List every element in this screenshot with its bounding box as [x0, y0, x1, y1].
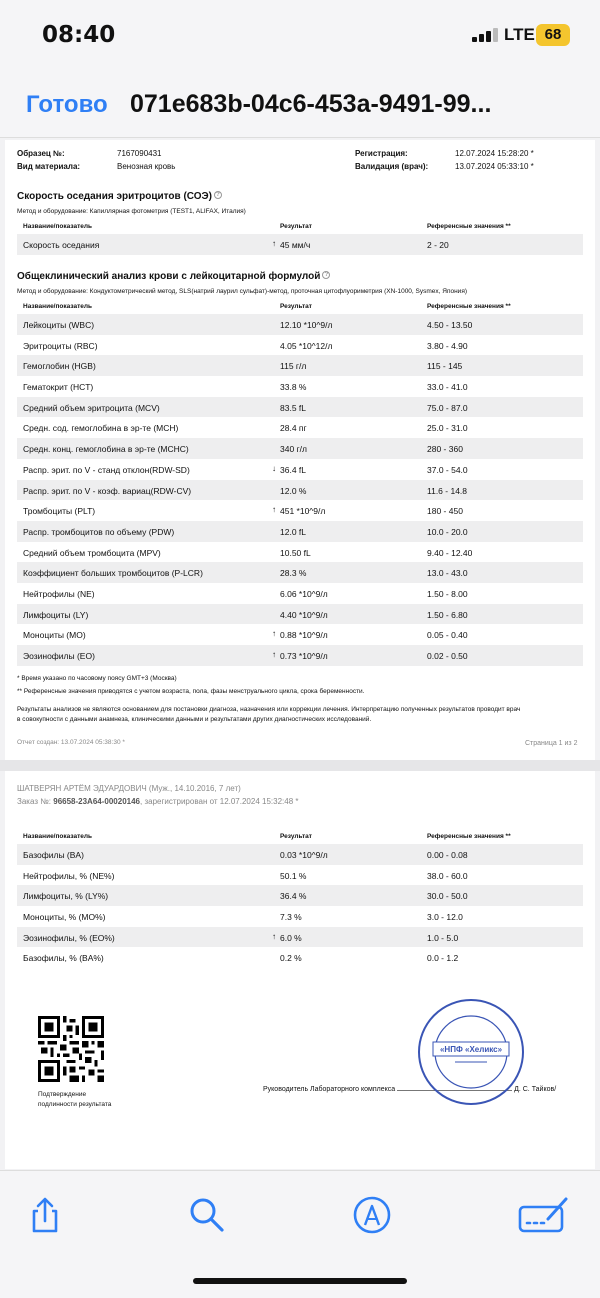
info-icon: ?	[214, 191, 222, 199]
patient-info: ШАТВЕРЯН АРТЁМ ЭДУАРДОВИЧ (Муж., 14.10.2016, 7 лет)	[17, 784, 241, 793]
col-ref-header: Референсные значения **	[427, 303, 511, 310]
cell-result: 36.4 %	[280, 891, 307, 902]
cell-result: 340 г/л	[280, 444, 307, 455]
cell-result: 451 *10^9/л	[280, 506, 326, 517]
cell-name: Лейкоциты (WBC)	[23, 320, 95, 330]
cell-name: Нейтрофилы (NE)	[23, 588, 95, 599]
sample-label: Образец №:	[17, 149, 65, 158]
cell-name: Средний объем тромбоцита (MPV)	[23, 547, 161, 558]
cell-ref: 38.0 - 60.0	[427, 870, 468, 881]
table-row	[17, 542, 583, 563]
cell-result: 7.3 %	[280, 912, 302, 923]
cell-ref: 0.02 - 0.50	[427, 651, 468, 661]
battery-icon: 68	[536, 24, 570, 46]
table-header	[17, 220, 583, 234]
cell-ref: 280 - 360	[427, 444, 463, 455]
cell-result: 12.0 fL	[280, 526, 306, 537]
cbc-table	[17, 300, 583, 666]
qr-caption-line-2: подлинности результата	[38, 1101, 112, 1108]
disclaimer-line-2: в совокупности с данными анамнеза, клиническими данными и результатами других диагностических исследований.	[17, 716, 372, 723]
cell-result: 45 мм/ч	[280, 240, 311, 250]
cell-ref: 11.6 - 14.8	[427, 485, 468, 496]
esr-section-title: Скорость оседания эритроцитов (СОЭ) ?	[17, 191, 222, 202]
table-row	[17, 947, 583, 968]
markup-icon[interactable]	[352, 1195, 392, 1235]
svg-text:«НПФ «Хеликс»: «НПФ «Хеликс»	[439, 1045, 503, 1054]
cell-ref: 180 - 450	[427, 506, 463, 517]
cell-name: Эритроциты (RBC)	[23, 340, 98, 351]
cell-name: Гемоглобин (HGB)	[23, 361, 96, 372]
signature-label: Руководитель Лабораторного комплекса Д. С. Тайков/	[263, 1086, 557, 1093]
cell-result: 28.4 пг	[280, 423, 307, 434]
cell-ref: 13.0 - 43.0	[427, 568, 468, 579]
cell-name: Средн. сод. гемоглобина в эр-те (MCH)	[23, 423, 179, 434]
cell-result: 33.8 %	[280, 382, 307, 393]
table-row	[17, 500, 583, 521]
cell-name: Скорость оседания	[23, 240, 100, 250]
cell-result: 4.05 *10^12/л	[280, 340, 333, 351]
table-row	[17, 480, 583, 501]
table-row	[17, 314, 583, 335]
cell-result: 28.3 %	[280, 568, 307, 579]
cell-ref: 4.50 - 13.50	[427, 320, 473, 330]
cell-ref: 0.05 - 0.40	[427, 630, 468, 641]
cell-result: 10.50 fL	[280, 547, 311, 558]
signal-icon	[472, 28, 498, 42]
registration-label: Регистрация:	[355, 149, 408, 158]
col-name-header: Название/показатель	[23, 833, 93, 840]
cell-name: Эозинофилы (EO)	[23, 651, 95, 661]
col-name-header: Название/показатель	[23, 223, 93, 230]
document-title: 071e683b-04c6-453a-9491-99...	[130, 90, 492, 118]
report-created: Отчет создан: 13.07.2024 05:38:30 *	[17, 739, 125, 746]
page-separator	[0, 760, 600, 771]
disclaimer-line-1: Результаты анализов не являются основанием для постановки диагноза, назначения или коррекции лечения. Интерпретацию полученных результатов проводит врач	[17, 706, 521, 713]
table-row	[17, 234, 583, 255]
cell-result: 0.73 *10^9/л	[280, 651, 328, 661]
table-row	[17, 844, 583, 865]
order-number: 96658-23А64-00020146	[53, 797, 140, 806]
search-icon[interactable]	[186, 1195, 226, 1235]
table-row	[17, 624, 583, 645]
table-row	[17, 645, 583, 666]
cell-ref: 33.0 - 41.0	[427, 382, 468, 393]
cbc-section-title: Общеклинический анализ крови с лейкоцитарной формулой ?	[17, 271, 330, 282]
cell-ref: 30.0 - 50.0	[427, 891, 468, 902]
cell-name: Моноциты, % (MO%)	[23, 912, 106, 923]
cell-name: Базофилы, % (BA%)	[23, 953, 104, 964]
cell-name: Распр. тромбоцитов по объему (PDW)	[23, 526, 175, 537]
cell-name: Коэффициент больших тромбоцитов (P-LCR)	[23, 568, 203, 579]
registration-value: 12.07.2024 15:28:20 *	[455, 149, 534, 158]
cell-ref: 10.0 - 20.0	[427, 526, 468, 537]
cell-result: 115 г/л	[280, 361, 307, 372]
cell-ref: 1.50 - 6.80	[427, 609, 468, 620]
table-row	[17, 927, 583, 948]
cell-result: 36.4 fL	[280, 464, 306, 475]
cell-ref: 0.0 - 1.2	[427, 953, 459, 964]
table-row	[17, 438, 583, 459]
cell-name: Нейтрофилы, % (NE%)	[23, 870, 115, 881]
info-icon: ?	[322, 271, 330, 279]
document-page-1	[5, 140, 595, 760]
table-row	[17, 459, 583, 480]
validation-label: Валидация (врач):	[355, 162, 429, 171]
cell-name: Эозинофилы, % (EO%)	[23, 932, 115, 943]
share-icon[interactable]	[25, 1195, 65, 1235]
cell-result: 0.2 %	[280, 953, 302, 964]
cell-ref: 9.40 - 12.40	[427, 547, 473, 558]
cell-ref: 1.50 - 8.00	[427, 588, 468, 599]
cell-name: Распр. эрит. по V - станд отклон(RDW-SD)	[23, 464, 190, 475]
cell-name: Лимфоциты (LY)	[23, 609, 89, 620]
document-page-2	[5, 771, 595, 1169]
cell-ref: 1.0 - 5.0	[427, 932, 459, 943]
table-row	[17, 521, 583, 542]
cell-ref: 3.80 - 4.90	[427, 340, 468, 351]
cell-result: 12.0 %	[280, 485, 307, 496]
cell-result: 83.5 fL	[280, 402, 306, 413]
table-row	[17, 397, 583, 418]
cell-result: 50.1 %	[280, 870, 307, 881]
arrow-up-icon: ↑	[272, 650, 276, 659]
results-table-continued	[17, 830, 583, 968]
cell-ref: 0.00 - 0.08	[427, 850, 468, 860]
col-name-header: Название/показатель	[23, 303, 93, 310]
arrow-up-icon: ↑	[272, 629, 276, 639]
network-label: LTE	[504, 25, 535, 44]
cell-ref: 75.0 - 87.0	[427, 402, 468, 413]
table-header	[17, 300, 583, 314]
cell-name: Средний объем эритроцита (MCV)	[23, 402, 160, 413]
status-bar	[0, 0, 600, 72]
col-ref-header: Референсные значения **	[427, 833, 511, 840]
cell-name: Базофилы (BA)	[23, 850, 84, 860]
table-row	[17, 604, 583, 625]
esr-table	[17, 220, 583, 255]
table-row	[17, 865, 583, 886]
cell-ref: 2 - 20	[427, 240, 449, 250]
cell-result: 6.0 %	[280, 932, 302, 943]
cbc-method: Метод и оборудование: Кондуктометрический метод, SLS(натрий лаурил сульфат)-метод, проточная цитофлуориметрия (XN-1000, Sysmex, Япония)	[17, 288, 467, 295]
cell-ref: 3.0 - 12.0	[427, 912, 463, 923]
footnote-1: * Время указано по часовому поясу GMT+3 (Москва)	[17, 675, 177, 682]
cell-result: 4.40 *10^9/л	[280, 609, 328, 620]
table-header	[17, 830, 583, 844]
col-result-header: Результат	[280, 303, 312, 310]
cell-result: 12.10 *10^9/л	[280, 320, 333, 330]
table-row	[17, 335, 583, 356]
arrow-down-icon: ↓	[272, 463, 276, 473]
cell-name: Распр. эрит. по V - коэф. вариац(RDW-CV)	[23, 485, 192, 496]
table-row	[17, 583, 583, 604]
esr-method: Метод и оборудование: Капиллярная фотометрия (TEST1, ALIFAX, Италия)	[17, 208, 246, 215]
seal-stamp	[415, 996, 527, 1108]
col-result-header: Результат	[280, 833, 312, 840]
table-row	[17, 417, 583, 438]
order-info: Заказ №: 96658-23А64-00020146, зарегистрирован от 12.07.2024 15:32:48 *	[17, 797, 299, 806]
table-row	[17, 376, 583, 397]
qr-caption-line-1: Подтверждение	[38, 1091, 87, 1098]
cell-result: 6.06 *10^9/л	[280, 588, 328, 599]
arrow-up-icon: ↑	[272, 239, 276, 248]
footnote-2: ** Референсные значения приводятся с учетом возраста, пола, фазы менструального цикла, срока беременности.	[17, 688, 365, 695]
status-time: 08:40	[42, 22, 116, 48]
col-ref-header: Референсные значения **	[427, 223, 511, 230]
done-button[interactable]: Готово	[26, 91, 108, 118]
cell-ref: 115 - 145	[427, 361, 463, 372]
cell-result: 0.88 *10^9/л	[280, 630, 328, 641]
edit-form-icon[interactable]	[518, 1195, 570, 1235]
validation-value: 13.07.2024 05:33:10 *	[455, 162, 534, 171]
table-row	[17, 562, 583, 583]
cell-result: 0.03 *10^9/л	[280, 850, 328, 860]
table-row	[17, 906, 583, 927]
sample-value: 7167090431	[117, 149, 162, 158]
cell-name: Тромбоциты (PLT)	[23, 506, 96, 517]
table-row	[17, 355, 583, 376]
cell-name: Моноциты (MO)	[23, 630, 86, 641]
signer-name: Д. С. Тайков/	[514, 1086, 557, 1093]
table-row	[17, 885, 583, 906]
qr-code	[38, 1016, 104, 1082]
home-indicator	[193, 1278, 407, 1284]
arrow-up-icon: ↑	[272, 931, 276, 941]
cell-name: Средн. конц. гемоглобина в эр-те (MCHC)	[23, 444, 189, 455]
cell-name: Лимфоциты, % (LY%)	[23, 891, 109, 902]
cell-ref: 37.0 - 54.0	[427, 464, 468, 475]
page-number: Страница 1 из 2	[525, 740, 578, 747]
col-result-header: Результат	[280, 223, 312, 230]
navigation-bar	[0, 72, 600, 138]
cell-name: Гематокрит (HCT)	[23, 382, 94, 393]
arrow-up-icon: ↑	[272, 505, 276, 515]
material-value: Венозная кровь	[117, 162, 176, 171]
cell-ref: 25.0 - 31.0	[427, 423, 468, 434]
material-label: Вид материала:	[17, 162, 81, 171]
